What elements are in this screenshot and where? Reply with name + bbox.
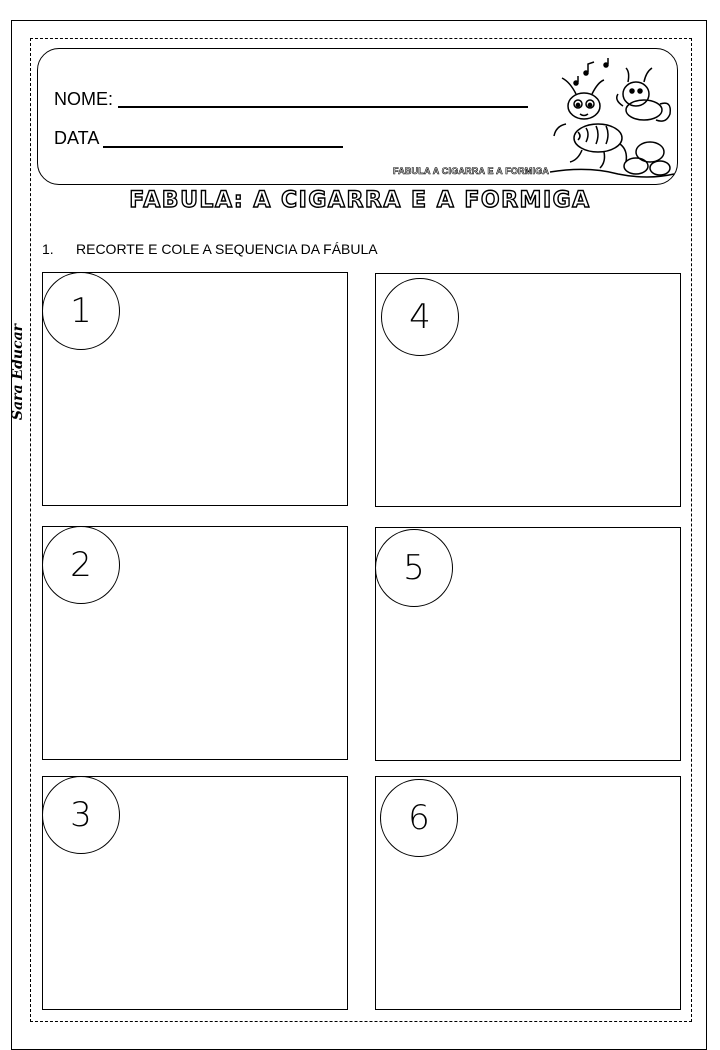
- instruction-text: RECORTE E COLE A SEQUENCIA DA FÁBULA: [76, 241, 378, 257]
- cicada-ant-cartoon-icon: [548, 54, 676, 182]
- instruction-number: 1.: [42, 241, 54, 257]
- name-field[interactable]: [118, 106, 528, 108]
- panel-number-1: 1: [42, 272, 120, 350]
- page-title: FABULA: A CIGARRA E A FORMIGA: [129, 188, 591, 213]
- date-field[interactable]: [103, 146, 343, 148]
- panel-number-4: 4: [381, 278, 459, 356]
- panel-number-3: 3: [42, 776, 120, 854]
- instruction: [42, 241, 378, 257]
- side-credit: Sara Educar: [10, 323, 26, 421]
- date-label: DATA: [54, 128, 100, 148]
- mini-title: FABULA A CIGARRA E A FORMIGA: [393, 166, 550, 176]
- panel-number-5: 5: [375, 529, 453, 607]
- panel-number-2: 2: [42, 526, 120, 604]
- panel-number-6: 6: [380, 779, 458, 857]
- name-label: NOME:: [54, 89, 114, 109]
